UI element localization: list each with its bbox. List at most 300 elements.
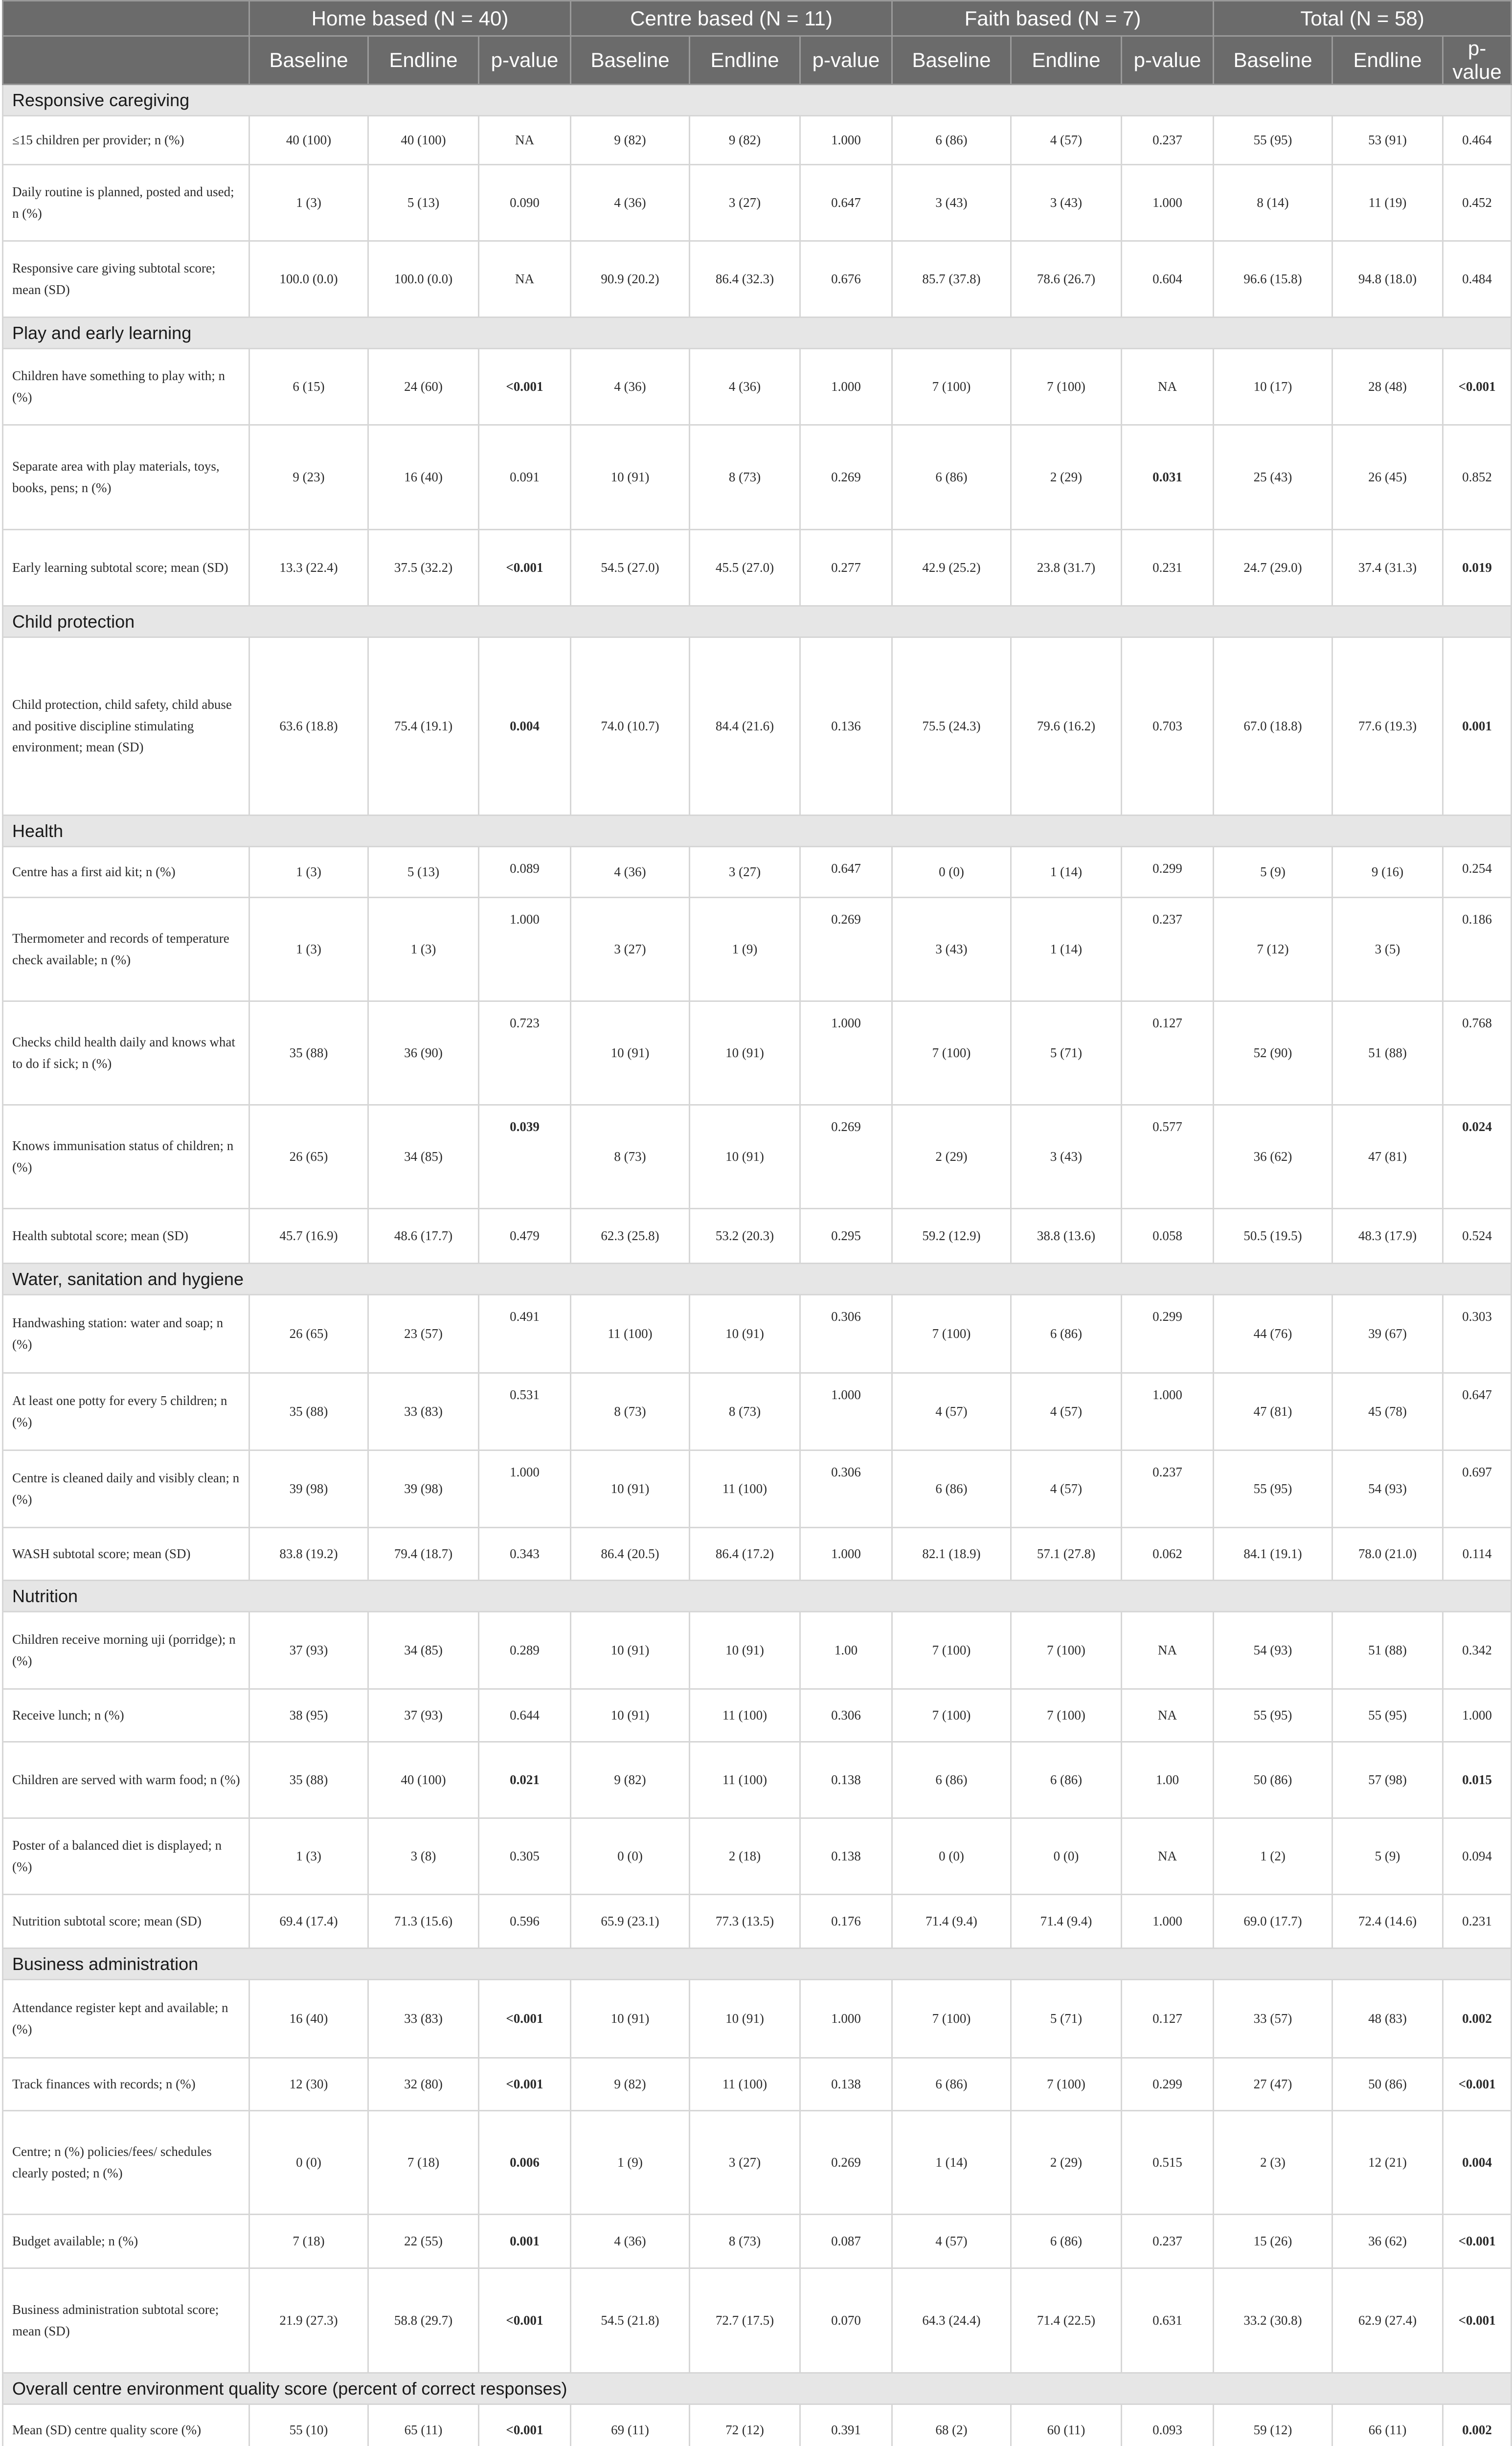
section-title: Responsive caregiving: [3, 85, 1512, 116]
table-row: [3, 847, 1512, 898]
value-cell: 45.7 (16.9): [249, 1209, 368, 1264]
value-cell: 9 (82): [690, 116, 800, 165]
value-cell: 33.2 (30.8): [1214, 2268, 1332, 2373]
value-cell: 65 (11): [368, 2404, 479, 2446]
p-value-cell: 0.342: [1443, 1612, 1512, 1689]
p-value-cell: 0.127: [1122, 1001, 1214, 1105]
value-cell: 9 (16): [1332, 847, 1443, 898]
header-blank: [3, 36, 249, 85]
p-value-cell: 0.237: [1122, 898, 1214, 1001]
p-value-cell: 0.237: [1122, 2215, 1214, 2268]
value-cell: 23.8 (31.7): [1011, 530, 1122, 606]
value-cell: 5 (9): [1214, 847, 1332, 898]
p-value-cell: 0.031: [1122, 425, 1214, 530]
value-cell: 2 (29): [1011, 425, 1122, 530]
section-title: Nutrition: [3, 1581, 1512, 1612]
value-cell: 94.8 (18.0): [1332, 241, 1443, 317]
p-value-cell: 0.093: [1122, 2404, 1214, 2446]
value-cell: 79.6 (16.2): [1011, 637, 1122, 815]
p-value-cell: 0.479: [479, 1209, 571, 1264]
sub-header: Baseline: [892, 36, 1011, 85]
value-cell: 86.4 (20.5): [571, 1528, 690, 1581]
value-cell: 3 (27): [690, 847, 800, 898]
value-cell: 54 (93): [1214, 1612, 1332, 1689]
p-value-cell: <0.001: [1443, 2268, 1512, 2373]
value-cell: 13.3 (22.4): [249, 530, 368, 606]
value-cell: 40 (100): [368, 116, 479, 165]
value-cell: 36 (62): [1214, 1105, 1332, 1209]
value-cell: 4 (57): [892, 1373, 1011, 1450]
value-cell: 9 (23): [249, 425, 368, 530]
p-value-cell: <0.001: [479, 2404, 571, 2446]
value-cell: 37 (93): [249, 1612, 368, 1689]
p-value-cell: 0.697: [1443, 1450, 1512, 1528]
p-value-cell: 0.524: [1443, 1209, 1512, 1264]
value-cell: 37.5 (32.2): [368, 530, 479, 606]
section-row: [3, 317, 1512, 349]
value-cell: 11 (100): [690, 1689, 800, 1742]
value-cell: 6 (86): [1011, 2215, 1122, 2268]
p-value-cell: 0.127: [1122, 1980, 1214, 2058]
sub-header: Baseline: [1214, 36, 1332, 85]
value-cell: 0 (0): [571, 1818, 690, 1895]
value-cell: 45.5 (27.0): [690, 530, 800, 606]
value-cell: 24 (60): [368, 349, 479, 425]
value-cell: 35 (88): [249, 1373, 368, 1450]
value-cell: 10 (91): [690, 1612, 800, 1689]
value-cell: 4 (36): [690, 349, 800, 425]
value-cell: 7 (100): [1011, 1689, 1122, 1742]
row-label: Thermometer and records of temperature check available; n (%): [3, 898, 249, 1001]
p-value-cell: 0.237: [1122, 1450, 1214, 1528]
value-cell: 84.1 (19.1): [1214, 1528, 1332, 1581]
value-cell: 5 (13): [368, 165, 479, 241]
value-cell: 8 (73): [690, 425, 800, 530]
value-cell: 58.8 (29.7): [368, 2268, 479, 2373]
p-value-cell: 0.021: [479, 1742, 571, 1818]
value-cell: 10 (91): [571, 1980, 690, 2058]
value-cell: 7 (100): [1011, 1612, 1122, 1689]
value-cell: 84.4 (21.6): [690, 637, 800, 815]
p-value-cell: 0.531: [479, 1373, 571, 1450]
p-value-cell: 0.089: [479, 847, 571, 898]
p-value-cell: 1.000: [800, 1980, 892, 2058]
p-value-cell: 0.002: [1443, 1980, 1512, 2058]
value-cell: 2 (3): [1214, 2111, 1332, 2215]
p-value-cell: 0.491: [479, 1295, 571, 1373]
value-cell: 21.9 (27.3): [249, 2268, 368, 2373]
p-value-cell: 0.676: [800, 241, 892, 317]
p-value-cell: 1.000: [1443, 1689, 1512, 1742]
p-value-cell: 0.186: [1443, 898, 1512, 1001]
value-cell: 7 (18): [249, 2215, 368, 2268]
row-label: ≤15 children per provider; n (%): [3, 116, 249, 165]
value-cell: 10 (91): [571, 1001, 690, 1105]
p-value-cell: 0.019: [1443, 530, 1512, 606]
p-value-cell: 0.647: [1443, 1373, 1512, 1450]
p-value-cell: 0.269: [800, 2111, 892, 2215]
section-row: [3, 1948, 1512, 1980]
value-cell: 47 (81): [1214, 1373, 1332, 1450]
p-value-cell: NA: [1122, 1689, 1214, 1742]
section-title: Water, sanitation and hygiene: [3, 1264, 1512, 1295]
value-cell: 10 (91): [690, 1295, 800, 1373]
row-label: Budget available; n (%): [3, 2215, 249, 2268]
p-value-cell: 0.176: [800, 1895, 892, 1948]
value-cell: 1 (3): [249, 847, 368, 898]
p-value-cell: 0.015: [1443, 1742, 1512, 1818]
section-title: Child protection: [3, 606, 1512, 637]
p-value-cell: 0.484: [1443, 241, 1512, 317]
p-value-cell: 0.114: [1443, 1528, 1512, 1581]
value-cell: 9 (82): [571, 2058, 690, 2111]
row-label: Mean (SD) centre quality score (%): [3, 2404, 249, 2446]
section-row: [3, 85, 1512, 116]
p-value-cell: 0.254: [1443, 847, 1512, 898]
group-header: Total (N = 58): [1214, 1, 1512, 36]
value-cell: 55 (10): [249, 2404, 368, 2446]
p-value-cell: 0.231: [1122, 530, 1214, 606]
value-cell: 35 (88): [249, 1742, 368, 1818]
value-cell: 86.4 (32.3): [690, 241, 800, 317]
value-cell: 57 (98): [1332, 1742, 1443, 1818]
p-value-cell: 0.039: [479, 1105, 571, 1209]
value-cell: 39 (98): [368, 1450, 479, 1528]
value-cell: 7 (100): [1011, 349, 1122, 425]
sub-header: Endline: [368, 36, 479, 85]
value-cell: 7 (100): [892, 1001, 1011, 1105]
p-value-cell: 0.001: [1443, 637, 1512, 815]
value-cell: 12 (30): [249, 2058, 368, 2111]
value-cell: 86.4 (17.2): [690, 1528, 800, 1581]
p-value-cell: 0.004: [1443, 2111, 1512, 2215]
p-value-cell: 1.000: [479, 898, 571, 1001]
value-cell: 25 (43): [1214, 425, 1332, 530]
p-value-cell: 0.768: [1443, 1001, 1512, 1105]
p-value-cell: 0.269: [800, 898, 892, 1001]
sub-header: p-value: [1122, 36, 1214, 85]
value-cell: 1 (3): [249, 1818, 368, 1895]
p-value-cell: NA: [1122, 1818, 1214, 1895]
value-cell: 5 (71): [1011, 1001, 1122, 1105]
group-header: Centre based (N = 11): [571, 1, 892, 36]
p-value-cell: 0.269: [800, 425, 892, 530]
p-value-cell: 1.000: [800, 1001, 892, 1105]
value-cell: 0 (0): [892, 1818, 1011, 1895]
table-row: [3, 116, 1512, 165]
row-label: Checks child health daily and knows what to do if sick; n (%): [3, 1001, 249, 1105]
table-row: [3, 165, 1512, 241]
value-cell: 75.4 (19.1): [368, 637, 479, 815]
value-cell: 15 (26): [1214, 2215, 1332, 2268]
table-row: [3, 1105, 1512, 1209]
value-cell: 71.4 (9.4): [892, 1895, 1011, 1948]
value-cell: 53.2 (20.3): [690, 1209, 800, 1264]
sub-header: Endline: [1011, 36, 1122, 85]
value-cell: 1 (3): [368, 898, 479, 1001]
value-cell: 8 (14): [1214, 165, 1332, 241]
table-row: [3, 425, 1512, 530]
row-label: Health subtotal score; mean (SD): [3, 1209, 249, 1264]
p-value-cell: 1.000: [1122, 1373, 1214, 1450]
p-value-cell: 0.090: [479, 165, 571, 241]
row-label: Separate area with play materials, toys, books, pens; n (%): [3, 425, 249, 530]
p-value-cell: 1.000: [1122, 165, 1214, 241]
row-label: Track finances with records; n (%): [3, 2058, 249, 2111]
p-value-cell: 0.136: [800, 637, 892, 815]
p-value-cell: <0.001: [1443, 2215, 1512, 2268]
p-value-cell: 0.306: [800, 1689, 892, 1742]
value-cell: 6 (86): [892, 2058, 1011, 2111]
value-cell: 4 (36): [571, 165, 690, 241]
p-value-cell: 1.000: [800, 1528, 892, 1581]
value-cell: 7 (100): [892, 349, 1011, 425]
value-cell: 82.1 (18.9): [892, 1528, 1011, 1581]
value-cell: 96.6 (15.8): [1214, 241, 1332, 317]
row-label: Early learning subtotal score; mean (SD): [3, 530, 249, 606]
p-value-cell: <0.001: [1443, 349, 1512, 425]
p-value-cell: 0.289: [479, 1612, 571, 1689]
value-cell: 59 (12): [1214, 2404, 1332, 2446]
p-value-cell: 0.277: [800, 530, 892, 606]
value-cell: 7 (100): [892, 1612, 1011, 1689]
p-value-cell: 0.631: [1122, 2268, 1214, 2373]
p-value-cell: 0.269: [800, 1105, 892, 1209]
value-cell: 8 (73): [571, 1105, 690, 1209]
value-cell: 23 (57): [368, 1295, 479, 1373]
value-cell: 40 (100): [249, 116, 368, 165]
p-value-cell: 0.006: [479, 2111, 571, 2215]
value-cell: 63.6 (18.8): [249, 637, 368, 815]
value-cell: 85.7 (37.8): [892, 241, 1011, 317]
value-cell: 9 (82): [571, 1742, 690, 1818]
value-cell: 5 (71): [1011, 1980, 1122, 2058]
p-value-cell: 1.00: [800, 1612, 892, 1689]
value-cell: 71.4 (9.4): [1011, 1895, 1122, 1948]
value-cell: 3 (43): [892, 898, 1011, 1001]
value-cell: 16 (40): [368, 425, 479, 530]
p-value-cell: NA: [1122, 349, 1214, 425]
value-cell: 67.0 (18.8): [1214, 637, 1332, 815]
section-title: Health: [3, 815, 1512, 847]
value-cell: 28 (48): [1332, 349, 1443, 425]
value-cell: 26 (45): [1332, 425, 1443, 530]
value-cell: 77.3 (13.5): [690, 1895, 800, 1948]
p-value-cell: 0.703: [1122, 637, 1214, 815]
value-cell: 1 (14): [892, 2111, 1011, 2215]
p-value-cell: 0.515: [1122, 2111, 1214, 2215]
p-value-cell: 0.391: [800, 2404, 892, 2446]
value-cell: 26 (65): [249, 1105, 368, 1209]
value-cell: 10 (91): [690, 1980, 800, 2058]
value-cell: 60 (11): [1011, 2404, 1122, 2446]
value-cell: 1 (14): [1011, 898, 1122, 1001]
results-table: [2, 0, 1512, 2446]
value-cell: 71.3 (15.6): [368, 1895, 479, 1948]
table-row: [3, 2268, 1512, 2373]
value-cell: 34 (85): [368, 1612, 479, 1689]
p-value-cell: 0.303: [1443, 1295, 1512, 1373]
value-cell: 6 (86): [892, 116, 1011, 165]
row-label: Children are served with warm food; n (%): [3, 1742, 249, 1818]
section-title: Play and early learning: [3, 317, 1512, 349]
p-value-cell: 0.343: [479, 1528, 571, 1581]
p-value-cell: 0.062: [1122, 1528, 1214, 1581]
p-value-cell: 0.237: [1122, 116, 1214, 165]
p-value-cell: 0.577: [1122, 1105, 1214, 1209]
p-value-cell: 0.094: [1443, 1818, 1512, 1895]
value-cell: 38 (95): [249, 1689, 368, 1742]
value-cell: 62.9 (27.4): [1332, 2268, 1443, 2373]
p-value-cell: 0.604: [1122, 241, 1214, 317]
value-cell: 1 (2): [1214, 1818, 1332, 1895]
value-cell: 3 (43): [1011, 165, 1122, 241]
value-cell: 3 (43): [1011, 1105, 1122, 1209]
p-value-cell: 1.000: [1122, 1895, 1214, 1948]
sub-header: p-value: [1443, 36, 1512, 85]
value-cell: 3 (27): [571, 898, 690, 1001]
row-label: Centre is cleaned daily and visibly clean; n (%): [3, 1450, 249, 1528]
value-cell: 38.8 (13.6): [1011, 1209, 1122, 1264]
p-value-cell: <0.001: [479, 2268, 571, 2373]
value-cell: 4 (57): [1011, 1373, 1122, 1450]
sub-header: Endline: [1332, 36, 1443, 85]
value-cell: 8 (73): [571, 1373, 690, 1450]
value-cell: 1 (9): [690, 898, 800, 1001]
value-cell: 33 (83): [368, 1373, 479, 1450]
value-cell: 1 (9): [571, 2111, 690, 2215]
p-value-cell: 0.091: [479, 425, 571, 530]
section-row: [3, 815, 1512, 847]
p-value-cell: 0.452: [1443, 165, 1512, 241]
row-label: Poster of a balanced diet is displayed; n (%): [3, 1818, 249, 1895]
group-header: Home based (N = 40): [249, 1, 571, 36]
table-row: [3, 898, 1512, 1001]
row-label: WASH subtotal score; mean (SD): [3, 1528, 249, 1581]
p-value-cell: 0.087: [800, 2215, 892, 2268]
value-cell: 33 (83): [368, 1980, 479, 2058]
value-cell: 7 (100): [892, 1980, 1011, 2058]
p-value-cell: NA: [479, 116, 571, 165]
table-row: [3, 1450, 1512, 1528]
value-cell: 16 (40): [249, 1980, 368, 2058]
value-cell: 4 (36): [571, 2215, 690, 2268]
p-value-cell: 0.852: [1443, 425, 1512, 530]
value-cell: 4 (36): [571, 349, 690, 425]
value-cell: 1 (14): [1011, 847, 1122, 898]
value-cell: 7 (100): [1011, 2058, 1122, 2111]
value-cell: 11 (100): [690, 1742, 800, 1818]
table-row: [3, 1001, 1512, 1105]
value-cell: 54.5 (21.8): [571, 2268, 690, 2373]
value-cell: 5 (13): [368, 847, 479, 898]
section-row: [3, 2373, 1512, 2404]
value-cell: 55 (95): [1214, 1450, 1332, 1528]
row-label: Nutrition subtotal score; mean (SD): [3, 1895, 249, 1948]
value-cell: 7 (18): [368, 2111, 479, 2215]
value-cell: 72.7 (17.5): [690, 2268, 800, 2373]
table-row: [3, 2058, 1512, 2111]
p-value-cell: 0.723: [479, 1001, 571, 1105]
value-cell: 72.4 (14.6): [1332, 1895, 1443, 1948]
table-row: [3, 1895, 1512, 1948]
table-row: [3, 1980, 1512, 2058]
table-row: [3, 1818, 1512, 1895]
table-row: [3, 1373, 1512, 1450]
p-value-cell: NA: [479, 241, 571, 317]
p-value-cell: 0.138: [800, 1742, 892, 1818]
header-row-groups: [3, 1, 1512, 36]
value-cell: 50 (86): [1214, 1742, 1332, 1818]
value-cell: 50 (86): [1332, 2058, 1443, 2111]
value-cell: 39 (67): [1332, 1295, 1443, 1373]
value-cell: 10 (91): [571, 1612, 690, 1689]
value-cell: 79.4 (18.7): [368, 1528, 479, 1581]
value-cell: 27 (47): [1214, 2058, 1332, 2111]
row-label: Children receive morning uji (porridge); n (%): [3, 1612, 249, 1689]
p-value-cell: NA: [1122, 1612, 1214, 1689]
value-cell: 3 (43): [892, 165, 1011, 241]
p-value-cell: 1.000: [479, 1450, 571, 1528]
value-cell: 55 (95): [1214, 116, 1332, 165]
value-cell: 10 (91): [571, 1689, 690, 1742]
value-cell: 69 (11): [571, 2404, 690, 2446]
value-cell: 74.0 (10.7): [571, 637, 690, 815]
value-cell: 47 (81): [1332, 1105, 1443, 1209]
row-label: Receive lunch; n (%): [3, 1689, 249, 1742]
value-cell: 3 (27): [690, 2111, 800, 2215]
value-cell: 77.6 (19.3): [1332, 637, 1443, 815]
value-cell: 6 (86): [1011, 1295, 1122, 1373]
value-cell: 48.3 (17.9): [1332, 1209, 1443, 1264]
table-row: [3, 1612, 1512, 1689]
p-value-cell: 0.002: [1443, 2404, 1512, 2446]
header-row-sub: [3, 36, 1512, 85]
p-value-cell: 0.058: [1122, 1209, 1214, 1264]
p-value-cell: 1.000: [800, 349, 892, 425]
value-cell: 0 (0): [249, 2111, 368, 2215]
value-cell: 6 (86): [892, 1450, 1011, 1528]
sub-header: Endline: [690, 36, 800, 85]
value-cell: 0 (0): [892, 847, 1011, 898]
value-cell: 7 (100): [892, 1295, 1011, 1373]
value-cell: 59.2 (12.9): [892, 1209, 1011, 1264]
value-cell: 22 (55): [368, 2215, 479, 2268]
table-row: [3, 1528, 1512, 1581]
table-row: [3, 1209, 1512, 1264]
p-value-cell: 0.004: [479, 637, 571, 815]
value-cell: 51 (88): [1332, 1612, 1443, 1689]
value-cell: 36 (62): [1332, 2215, 1443, 2268]
value-cell: 45 (78): [1332, 1373, 1443, 1450]
value-cell: 57.1 (27.8): [1011, 1528, 1122, 1581]
p-value-cell: 0.070: [800, 2268, 892, 2373]
value-cell: 1 (3): [249, 165, 368, 241]
value-cell: 55 (95): [1332, 1689, 1443, 1742]
value-cell: 4 (57): [1011, 1450, 1122, 1528]
row-label: Responsive care giving subtotal score; mean (SD): [3, 241, 249, 317]
value-cell: 10 (91): [690, 1001, 800, 1105]
value-cell: 54 (93): [1332, 1450, 1443, 1528]
value-cell: 51 (88): [1332, 1001, 1443, 1105]
p-value-cell: 1.000: [800, 116, 892, 165]
value-cell: 0 (0): [1011, 1818, 1122, 1895]
value-cell: 32 (80): [368, 2058, 479, 2111]
value-cell: 55 (95): [1214, 1689, 1332, 1742]
p-value-cell: 1.000: [800, 1373, 892, 1450]
row-label: Child protection, child safety, child abuse and positive discipline stimulating environment; mean (SD): [3, 637, 249, 815]
section-row: [3, 606, 1512, 637]
